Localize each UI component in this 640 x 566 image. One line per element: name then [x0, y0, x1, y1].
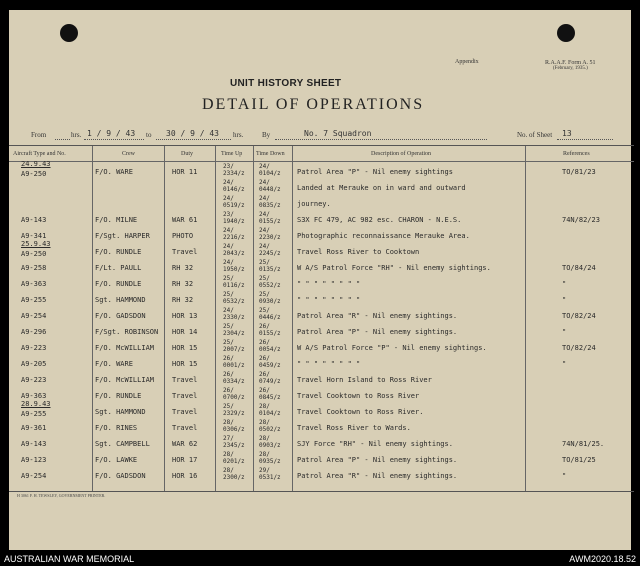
cell-up2: 0146/z: [223, 186, 245, 193]
cell-desc: " " " " " " " ": [297, 360, 361, 368]
cell-down1: 24/: [259, 243, 270, 250]
cell-down2: 0930/z: [259, 298, 281, 305]
cell-down2: 0054/z: [259, 346, 281, 353]
col-crew: Crew: [122, 151, 135, 157]
cell-down1: 25/: [259, 259, 270, 266]
cell-down2: 0935/z: [259, 458, 281, 465]
cell-crew: F/O. GADSDON: [95, 312, 146, 320]
cell-desc: Travel Cooktown to Ross River: [297, 392, 420, 400]
cell-up2: 2216/z: [223, 234, 245, 241]
table-row: [9, 400, 634, 420]
cell-up1: 25/: [223, 323, 234, 330]
cell-duty: HOR 15: [172, 344, 198, 352]
cell-up1: 28/: [223, 467, 234, 474]
cell-down1: 26/: [259, 371, 270, 378]
cell-down1: 28/: [259, 451, 270, 458]
cell-crew: F/O. McWILLIAM: [95, 376, 155, 384]
cell-up1: 26/: [223, 371, 234, 378]
cell-up1: 26/: [223, 355, 234, 362]
cell-down2: 0135/z: [259, 266, 281, 273]
table-row: [9, 356, 634, 372]
cell-up2: 2345/z: [223, 442, 245, 449]
cell-ref: TO/82/24: [562, 344, 596, 352]
cell-crew: Sgt. HAMMOND: [95, 296, 146, 304]
cell-down1: 24/: [259, 195, 270, 202]
cell-up2: 2330/z: [223, 314, 245, 321]
cell-up2: 0001/z: [223, 362, 245, 369]
cell-down1: 26/: [259, 339, 270, 346]
cell-ref: TO/81/25: [562, 456, 596, 464]
cell-crew: F/Sgt. HARPER: [95, 232, 150, 240]
col-references: References: [563, 151, 590, 157]
cell-down2: 0531/z: [259, 474, 281, 481]
cell-up2: 2329/z: [223, 410, 245, 417]
cell-down2: 0552/z: [259, 282, 281, 289]
cell-up2: 2300/z: [223, 474, 245, 481]
cell-desc: Patrol Area "R" - Nil enemy sightings.: [297, 312, 458, 320]
cell-down1: 26/: [259, 355, 270, 362]
cell-down2: 0835/z: [259, 202, 281, 209]
table-row: [9, 196, 634, 212]
cell-duty: HOR 13: [172, 312, 198, 320]
cell-crew: F/O. RUNDLE: [95, 280, 142, 288]
row-date: 25.9.43: [21, 240, 51, 248]
col-duty: Duty: [181, 151, 193, 157]
cell-down2: 0104/z: [259, 170, 281, 177]
form-number: R.A.A.F. Form A. 51: [545, 60, 596, 66]
cell-aircraft: A9-363: [21, 280, 47, 288]
punch-hole-right: [557, 24, 575, 42]
cell-ref: 74N/81/25.: [562, 440, 605, 448]
cell-up2: 0306/z: [223, 426, 245, 433]
cell-crew: F/O. WARE: [95, 168, 133, 176]
cell-duty: WAR 62: [172, 440, 198, 448]
cell-down2: 0903/z: [259, 442, 281, 449]
table-row: [9, 292, 634, 308]
form-date: (February, 1935.): [553, 66, 588, 71]
footer-source: AUSTRALIAN WAR MEMORIAL: [4, 554, 135, 564]
cell-down1: 25/: [259, 307, 270, 314]
cell-up2: 0334/z: [223, 378, 245, 385]
squadron: No. 7 Squadron: [304, 129, 372, 138]
cell-down2: 2230/z: [259, 234, 281, 241]
cell-down1: 24/: [259, 179, 270, 186]
cell-down2: 2245/z: [259, 250, 281, 257]
cell-desc: Travel Cooktown to Ross River.: [297, 408, 424, 416]
col-time-up: Time Up: [221, 151, 243, 157]
cell-aircraft: A9-363: [21, 392, 47, 400]
cell-ref: ": [562, 328, 567, 336]
cell-aircraft: A9-254: [21, 312, 47, 320]
cell-ref: TO/84/24: [562, 264, 596, 272]
punch-hole-left: [60, 24, 78, 42]
cell-up2: 2043/z: [223, 250, 245, 257]
cell-down2: 0749/z: [259, 378, 281, 385]
cell-duty: Travel: [172, 424, 198, 432]
cell-duty: RH 32: [172, 296, 194, 304]
cell-duty: HOR 11: [172, 168, 198, 176]
table-row: [9, 436, 634, 452]
cell-ref: ": [562, 360, 567, 368]
col-time-down: Time Down: [256, 151, 285, 157]
cell-duty: RH 32: [172, 280, 194, 288]
cell-crew: F/O. MILNE: [95, 216, 138, 224]
col-description: Description of Operation: [371, 151, 431, 157]
cell-duty: RH 32: [172, 264, 194, 272]
cell-desc: Travel Ross River to Cooktown: [297, 248, 420, 256]
cell-aircraft: A9-254: [21, 472, 47, 480]
cell-duty: PHOTO: [172, 232, 194, 240]
table-row: [9, 276, 634, 292]
cell-down2: 0459/z: [259, 362, 281, 369]
cell-duty: Travel: [172, 248, 198, 256]
cell-desc: Patrol Area "R" - Nil enemy sightings.: [297, 472, 458, 480]
cell-desc: Patrol Area "P" - Nil enemy sightings: [297, 168, 453, 176]
cell-duty: HOR 17: [172, 456, 198, 464]
cell-down2: 0155/z: [259, 330, 281, 337]
cell-crew: F/O. RUNDLE: [95, 248, 142, 256]
cell-up1: 25/: [223, 403, 234, 410]
table-row: [9, 240, 634, 260]
sheet-label: No. of Sheet: [517, 131, 553, 139]
cell-down1: 26/: [259, 387, 270, 394]
cell-desc: Landed at Merauke on in ward and outward: [297, 184, 466, 192]
to-label: to: [146, 131, 152, 139]
cell-desc: Travel Ross River to Wards.: [297, 424, 411, 432]
cell-aircraft: A9-258: [21, 264, 47, 272]
cell-up2: 0519/z: [223, 202, 245, 209]
cell-desc: Patrol Area "P" - Nil enemy sightings.: [297, 456, 458, 464]
printer-note: H 3061 F. H. TEWSLEY, GOVERNMENT PRINTER.: [17, 493, 106, 498]
cell-down2: 0845/z: [259, 394, 281, 401]
cell-desc: Photographic reconnaissance Merauke Area.: [297, 232, 470, 240]
from-hrs-label: hrs.: [71, 131, 82, 139]
cell-down2: 0448/z: [259, 186, 281, 193]
cell-down2: 0502/z: [259, 426, 281, 433]
cell-aircraft: A9-255: [21, 296, 47, 304]
cell-duty: WAR 61: [172, 216, 198, 224]
cell-aircraft: A9-250: [21, 170, 47, 178]
cell-ref: 74N/82/23: [562, 216, 600, 224]
cell-ref: ": [562, 296, 567, 304]
to-hrs-label: hrs.: [233, 131, 244, 139]
table-row: [9, 324, 634, 340]
appendix-label: Appendix: [455, 59, 479, 65]
cell-crew: F/Lt. PAULL: [95, 264, 142, 272]
row-date: 28.9.43: [21, 400, 51, 408]
sub-title: UNIT HISTORY SHEET: [230, 78, 342, 89]
cell-desc: W A/S Patrol Force "RH" - Nil enemy sightings.: [297, 264, 491, 272]
cell-down1: 29/: [259, 467, 270, 474]
cell-down1: 24/: [259, 211, 270, 218]
cell-crew: F/O. RUNDLE: [95, 392, 142, 400]
footer-bar: [0, 553, 640, 566]
cell-aircraft: A9-143: [21, 216, 47, 224]
cell-aircraft: A9-123: [21, 456, 47, 464]
cell-down1: 24/: [259, 227, 270, 234]
table-row: [9, 260, 634, 276]
cell-down1: 28/: [259, 419, 270, 426]
cell-up1: 24/: [223, 227, 234, 234]
cell-up1: 27/: [223, 435, 234, 442]
table-row: [9, 160, 634, 180]
cell-up1: 25/: [223, 275, 234, 282]
cell-duty: HOR 16: [172, 472, 198, 480]
cell-up1: 23/: [223, 211, 234, 218]
table-row: [9, 468, 634, 484]
cell-up1: 24/: [223, 179, 234, 186]
cell-down1: 28/: [259, 435, 270, 442]
table-row: [9, 388, 634, 404]
cell-up1: 28/: [223, 451, 234, 458]
cell-desc: SJY Force "RH" - Nil enemy sightings.: [297, 440, 453, 448]
table-row: [9, 372, 634, 388]
by-label: By: [262, 131, 271, 139]
table-row: [9, 228, 634, 244]
cell-aircraft: A9-361: [21, 424, 47, 432]
operations-table: [9, 145, 634, 492]
cell-down1: 26/: [259, 323, 270, 330]
cell-desc: Patrol Area "P" - Nil enemy sightings.: [297, 328, 458, 336]
cell-down1: 24/: [259, 163, 270, 170]
cell-crew: F/O. RINES: [95, 424, 138, 432]
cell-desc: S3X FC 479, AC 982 esc. CHARON - N.E.S.: [297, 216, 462, 224]
cell-crew: F/O. LAWKE: [95, 456, 138, 464]
cell-ref: TO/82/24: [562, 312, 596, 320]
table-row: [9, 212, 634, 228]
cell-duty: HOR 15: [172, 360, 198, 368]
cell-up1: 26/: [223, 387, 234, 394]
cell-aircraft: A9-341: [21, 232, 47, 240]
page-title: DETAIL OF OPERATIONS: [202, 96, 425, 113]
cell-up1: 24/: [223, 259, 234, 266]
table-row: [9, 340, 634, 356]
table-row: [9, 452, 634, 468]
cell-duty: Travel: [172, 392, 198, 400]
sheet-number: 13: [562, 129, 572, 138]
row-date: 24.9.43: [21, 160, 51, 168]
cell-down1: 28/: [259, 403, 270, 410]
cell-crew: Sgt. HAMMOND: [95, 408, 146, 416]
cell-up2: 0201/z: [223, 458, 245, 465]
cell-up1: 28/: [223, 419, 234, 426]
cell-duty: Travel: [172, 376, 198, 384]
cell-up1: 24/: [223, 195, 234, 202]
cell-up2: 1950/z: [223, 266, 245, 273]
cell-desc: Travel Horn Island to Ross River: [297, 376, 432, 384]
cell-aircraft: A9-296: [21, 328, 47, 336]
cell-ref: ": [562, 472, 567, 480]
cell-desc: " " " " " " " ": [297, 296, 361, 304]
cell-aircraft: A9-143: [21, 440, 47, 448]
cell-up2: 2334/z: [223, 170, 245, 177]
cell-up2: 2304/z: [223, 330, 245, 337]
cell-ref: TO/81/23: [562, 168, 596, 176]
footer-accession: AWM2020.18.52: [569, 554, 636, 564]
cell-crew: F/Sgt. ROBINSON: [95, 328, 159, 336]
cell-desc: " " " " " " " ": [297, 280, 361, 288]
cell-duty: Travel: [172, 408, 198, 416]
cell-up2: 0532/z: [223, 298, 245, 305]
cell-up1: 24/: [223, 243, 234, 250]
table-row: [9, 308, 634, 324]
cell-up1: 23/: [223, 163, 234, 170]
cell-down2: 0104/z: [259, 410, 281, 417]
cell-aircraft: A9-250: [21, 250, 47, 258]
cell-up1: 25/: [223, 291, 234, 298]
from-label: From: [31, 131, 47, 139]
cell-crew: F/O. McWILLIAM: [95, 344, 155, 352]
cell-desc-continued: journey.: [297, 200, 331, 208]
cell-up2: 1940/z: [223, 218, 245, 225]
cell-down2: 0155/z: [259, 218, 281, 225]
col-aircraft: Aircraft Type and No.: [13, 151, 66, 157]
cell-down1: 25/: [259, 291, 270, 298]
cell-crew: Sgt. CAMPBELL: [95, 440, 150, 448]
table-row: [9, 420, 634, 436]
cell-aircraft: A9-255: [21, 410, 47, 418]
cell-duty: HOR 14: [172, 328, 198, 336]
cell-up2: 0700/z: [223, 394, 245, 401]
cell-down1: 25/: [259, 275, 270, 282]
from-date: 1 / 9 / 43: [87, 129, 136, 138]
cell-crew: F/O. WARE: [95, 360, 133, 368]
to-date: 30 / 9 / 43: [166, 129, 219, 138]
cell-up2: 2007/z: [223, 346, 245, 353]
cell-up1: 24/: [223, 307, 234, 314]
cell-aircraft: A9-205: [21, 360, 47, 368]
cell-crew: F/O. GADSDON: [95, 472, 146, 480]
cell-down2: 0446/z: [259, 314, 281, 321]
cell-ref: ": [562, 280, 567, 288]
cell-up2: 0116/z: [223, 282, 245, 289]
cell-desc: W A/S Patrol Force "P" - Nil enemy sightings.: [297, 344, 487, 352]
cell-aircraft: A9-223: [21, 376, 47, 384]
cell-up1: 25/: [223, 339, 234, 346]
cell-aircraft: A9-223: [21, 344, 47, 352]
